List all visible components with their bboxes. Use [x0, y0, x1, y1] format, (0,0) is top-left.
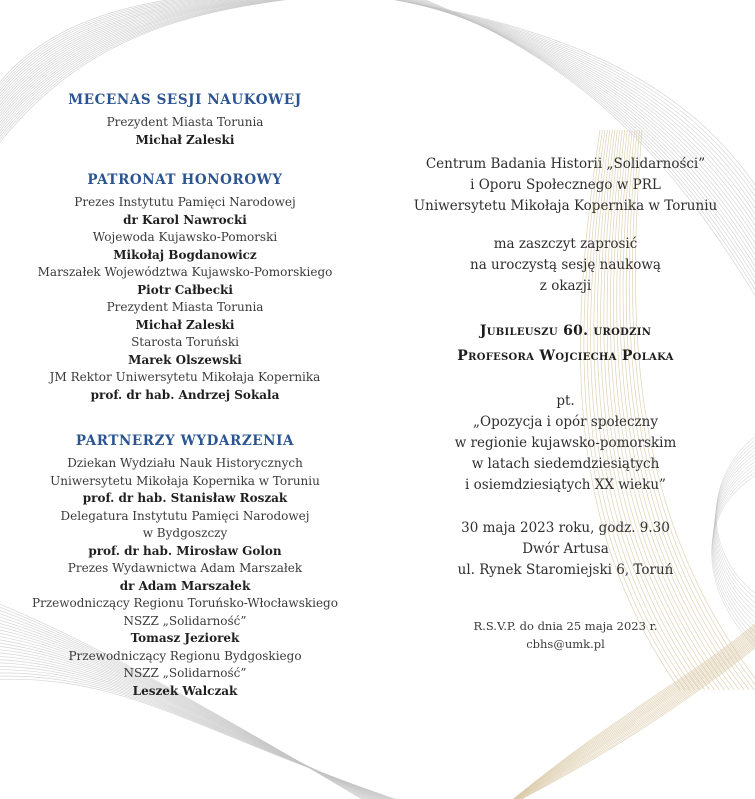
session-title-line: w regionie kujawsko-pomorskim	[454, 435, 677, 451]
jubilee-line: Jubileuszu 60. urodzin	[479, 323, 652, 339]
person-name: prof. dr hab. Mirosław Golon	[88, 543, 282, 558]
office-title: Prezes Instytutu Pamięci Narodowej	[74, 195, 296, 209]
honorary-patronage-heading: PATRONAT HONOROWY	[87, 172, 283, 188]
office-title: Wojewoda Kujawsko-Pomorski	[92, 230, 278, 244]
left-column	[0, 90, 370, 721]
office-title: Prezydent Miasta Torunia	[106, 300, 264, 314]
person-name: prof. dr hab. Andrzej Sokala	[90, 387, 280, 402]
office-title: Marszałek Województwa Kujawsko-Pomorskiego	[37, 265, 333, 279]
person-name: Michał Zaleski	[135, 132, 235, 147]
person-name: dr Karol Nawrocki	[123, 212, 247, 227]
invitation-column	[378, 154, 753, 653]
office-title: Delegatura Instytutu Pamięci Narodowej	[60, 508, 310, 523]
sponsor-list	[0, 114, 370, 149]
session-title	[378, 391, 753, 496]
session-title-line: i osiemdziesiątych XX wieku”	[465, 477, 666, 493]
honorary-patronage-section	[0, 170, 370, 404]
rsvp-email: cbhs@umk.pl	[526, 637, 605, 651]
partners-heading: PARTNERZY WYDARZENIA	[75, 433, 295, 449]
event-date: 30 maja 2023 roku, godz. 9.30	[461, 520, 670, 536]
honorary-patronage-list	[0, 194, 370, 404]
session-title-line: pt.	[556, 393, 575, 409]
jubilee-line: Profesora Wojciecha Polaka	[457, 348, 674, 364]
office-title: w Bydgoszczy	[142, 526, 228, 540]
organizer-line: i Oporu Społecznego w PRL	[470, 177, 661, 193]
organizer-block	[378, 154, 753, 217]
office-title: NSZZ „Solidarność”	[123, 613, 247, 628]
office-title: Przewodniczący Regionu Toruńsko-Włocławskiego	[32, 596, 338, 610]
rsvp-deadline: R.S.V.P. do dnia 25 maja 2023 r.	[473, 619, 658, 633]
office-title: NSZZ „Solidarność”	[123, 666, 247, 680]
person-name: Marek Olszewski	[128, 352, 242, 367]
invitation-text	[378, 234, 753, 297]
session-title-line: w latach siedemdziesiątych	[471, 456, 660, 472]
event-address: ul. Rynek Staromiejski 6, Toruń	[457, 562, 674, 578]
session-title-line: „Opozycja i opór społeczny	[473, 414, 658, 430]
sponsor-section	[0, 90, 370, 149]
person-name: Piotr Całbecki	[137, 282, 233, 297]
person-name: Mikołaj Bogdanowicz	[113, 247, 257, 262]
event-venue: Dwór Artusa	[522, 541, 609, 557]
office-title: Prezes Wydawnictwa Adam Marszałek	[67, 561, 303, 575]
person-name: prof. dr hab. Stanisław Roszak	[82, 491, 288, 505]
person-name: Tomasz Jeziorek	[130, 631, 240, 645]
office-title: Starosta Toruński	[131, 335, 239, 349]
partners-section	[0, 431, 370, 700]
person-name: Leszek Walczak	[132, 683, 238, 698]
office-title: Prezydent Miasta Torunia	[106, 115, 264, 129]
office-title: Uniwersytetu Mikołaja Kopernika w Toruniu	[50, 473, 320, 488]
jubilee-title	[378, 319, 753, 369]
invitation-line: na uroczystą sesję naukową	[470, 257, 661, 273]
rsvp-block	[378, 617, 753, 653]
person-name: Michał Zaleski	[135, 317, 235, 332]
organizer-line: Centrum Badania Historii „Solidarności”	[425, 156, 706, 172]
organizer-line: Uniwersytetu Mikołaja Kopernika w Toruniu	[413, 198, 718, 214]
office-title: JM Rektor Uniwersytetu Mikołaja Kopernika	[49, 370, 321, 384]
sponsor-heading: MECENAS SESJI NAUKOWEJ	[68, 92, 302, 108]
invitation-line: ma zaszczyt zaprosić	[493, 236, 638, 252]
partners-list	[0, 455, 370, 700]
event-details	[378, 518, 753, 581]
person-name: dr Adam Marszałek	[119, 578, 251, 593]
office-title: Przewodniczący Regionu Bydgoskiego	[68, 648, 302, 663]
invitation-line: z okazji	[539, 278, 592, 294]
office-title: Dziekan Wydziału Nauk Historycznych	[67, 456, 303, 470]
